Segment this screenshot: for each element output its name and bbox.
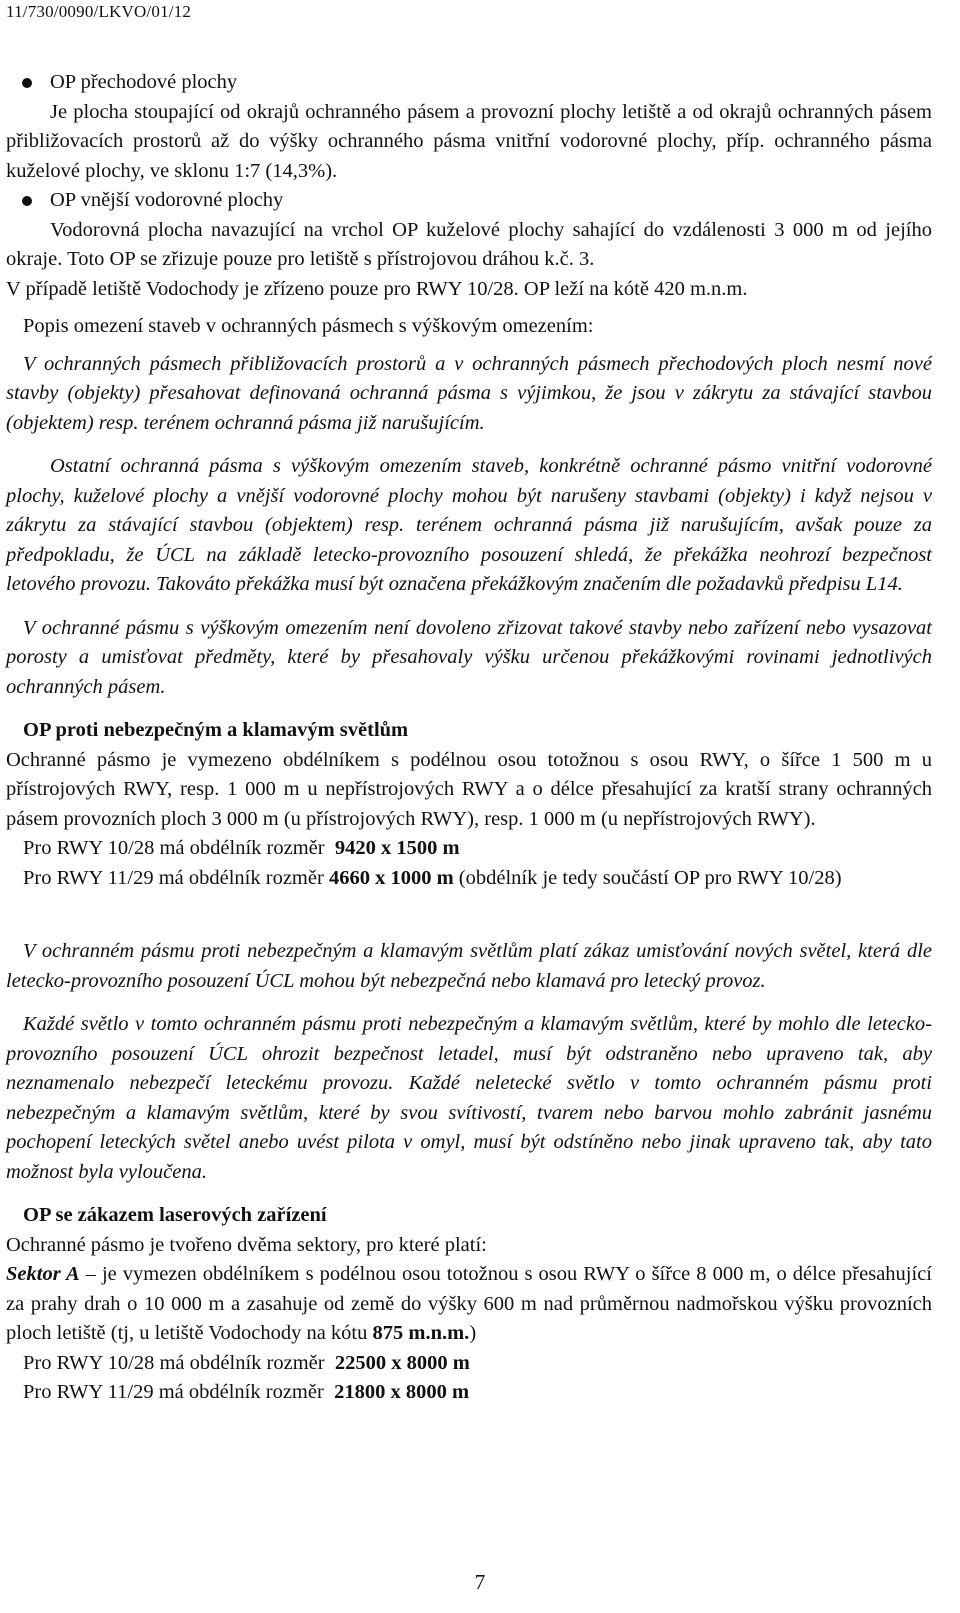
- italic-paragraph: V ochranné pásmu s výškovým omezením není dovoleno zřizovat takové stavby nebo zařízení nebo vysazovat porosty a umisťovat předměty, které by přesahovaly výšku určenou překážkovými rovinami jednotlivých ochranných pásem.: [6, 616, 932, 698]
- sector-elevation: 875 m.n.m.: [372, 1322, 470, 1344]
- section-heading-lights: OP proti nebezpečným a klamavým světlům: [23, 719, 409, 741]
- paragraph: Vodorovná plocha navazující na vrchol OP kuželové plochy sahající do vzdálenosti 3 000 m od jejího okraje. Toto OP se zřizuje pouze pro letiště s přístrojovou dráhou k.č. 3.: [6, 218, 932, 270]
- paragraph: Ochranné pásmo je tvořeno dvěma sektory, pro které platí:: [6, 1233, 487, 1256]
- rwy-note: (obdélník je tedy součástí OP pro RWY 10/28): [458, 866, 842, 889]
- bullet-outer-horizontal-surface: [6, 186, 932, 216]
- document-body: [6, 68, 932, 1408]
- sector-close: ): [469, 1322, 477, 1344]
- sector-text: – je vymezen obdélníkem s podélnou osou totožnou s osou RWY o šířce 8 000 m, o délce přesahující za prahy drah o 10 000 m a zasahuje od země do výšky 600 m nad průměrnou nadmořskou výšku provozních ploch letiště (tj, u letiště Vodochody na kótu: [6, 1263, 932, 1344]
- bullet-icon: [22, 78, 32, 88]
- sector-a-paragraph: [6, 1260, 932, 1349]
- paragraph: V případě letiště Vodochody je zřízeno pouze pro RWY 10/28. OP leží na kótě 420 m.n.m.: [6, 277, 748, 300]
- rwy-dimension-line: [6, 834, 932, 864]
- paragraph: Ochranné pásmo je vymezeno obdélníkem s podélnou osou totožnou s osou RWY, o šířce 1 500 m u přístrojových RWY, resp. 1 000 m u nepřístrojových RWY a o délce přesahující za kratší strany ochranných pásem provozních ploch 3 000 m (u přístrojových RWY), resp. 1 000 m (u nepřístrojových RWY).: [6, 748, 932, 830]
- laser-dimension-line: [6, 1349, 932, 1379]
- restriction-intro: Popis omezení staveb v ochranných pásmech s výškovým omezením:: [23, 315, 594, 337]
- rwy-label: Pro RWY 11/29 má obdélník rozměr: [23, 866, 324, 889]
- page-number: 7: [474, 1570, 486, 1594]
- sector-label: Sektor A: [6, 1263, 80, 1285]
- rwy-label: Pro RWY 11/29 má obdélník rozměr: [23, 1381, 324, 1403]
- italic-paragraph: Ostatní ochranná pásma s výškovým omezením staveb, konkrétně ochranné pásmo vnitřní vodorovné plochy, kuželové plochy a vnější vodorovné plochy mohou být narušeny stavbami (objekty) i když nejsou v zákrytu za stávající stavbou (objektem) resp. terénem ochranná pásma již narušujícím, avšak pouze za předpokladu, že ÚCL na základě letecko-provozního posouzení shledá, že překážka neohrozí bezpečnost letového provozu. Takováto překážka musí být označena překážkovým značením dle požadavků předpisu L14.: [6, 455, 932, 595]
- document-id: 11/730/0090/LKVO/01/12: [6, 2, 192, 21]
- rwy-dimension: 4660 x 1000 m: [328, 866, 454, 889]
- section-heading-laser: OP se zákazem laserových zařízení: [23, 1204, 327, 1226]
- italic-paragraph: Každé světlo v tomto ochranném pásmu proti nebezpečným a klamavým světlům, které by mohlo dle letecko-provozního posouzení ÚCL ohrozit bezpečnost letadel, musí být odstraněno nebo upraveno tak, aby neznamenalo nebezpečí leteckému provozu. Každé neletecké světlo v tomto ochranném pásmu proti nebezpečným a klamavým světlům, které by svou svítivostí, tvarem nebo barvou mohlo zabránit jasnému pochopení leteckých světel anebo uvést pilota v omyl, musí být odstíněno nebo jinak upraveno tak, aby tato možnost byla vyloučena.: [6, 1013, 932, 1183]
- bullet-icon: [22, 196, 32, 206]
- rwy-dimension: 9420 x 1500 m: [334, 837, 460, 859]
- bullet-title: OP přechodové plochy: [50, 71, 238, 93]
- italic-paragraph: V ochranném pásmu proti nebezpečným a klamavým světlům platí zákaz umisťování nových světel, která dle letecko-provozního posouzení ÚCL mohou být nebezpečná nebo klamavá pro letecký provoz.: [6, 940, 932, 992]
- italic-paragraph: V ochranných pásmech přibližovacích prostorů a v ochranných pásmech přechodových ploch nesmí nové stavby (objekty) přesahovat definovaná ochranná pásma s výjimkou, že jsou v zákrytu za stávající stavbou (objektem) resp. terénem ochranná pásma již narušujícím.: [6, 352, 932, 434]
- laser-dimension-line: [6, 1378, 932, 1408]
- bullet-transition-surface: [6, 68, 932, 98]
- paragraph: Je plocha stoupající od okrajů ochranného pásem a provozní plochy letiště a od okrajů ochranných pásem přibližovacích prostorů až do výšky ochranného pásma vnitřní vodorovné plochy, příp. ochranného pásma kuželové plochy, ve sklonu 1:7 (14,3%).: [6, 100, 932, 182]
- rwy-dimension: 21800 x 8000 m: [334, 1381, 470, 1403]
- rwy-dimension: 22500 x 8000 m: [334, 1351, 470, 1374]
- rwy-label: Pro RWY 10/28 má obdélník rozměr: [23, 837, 325, 859]
- rwy-dimension-line: [6, 864, 932, 894]
- rwy-label: Pro RWY 10/28 má obdélník rozměr: [23, 1351, 325, 1374]
- bullet-title: OP vnější vodorovné plochy: [50, 189, 284, 211]
